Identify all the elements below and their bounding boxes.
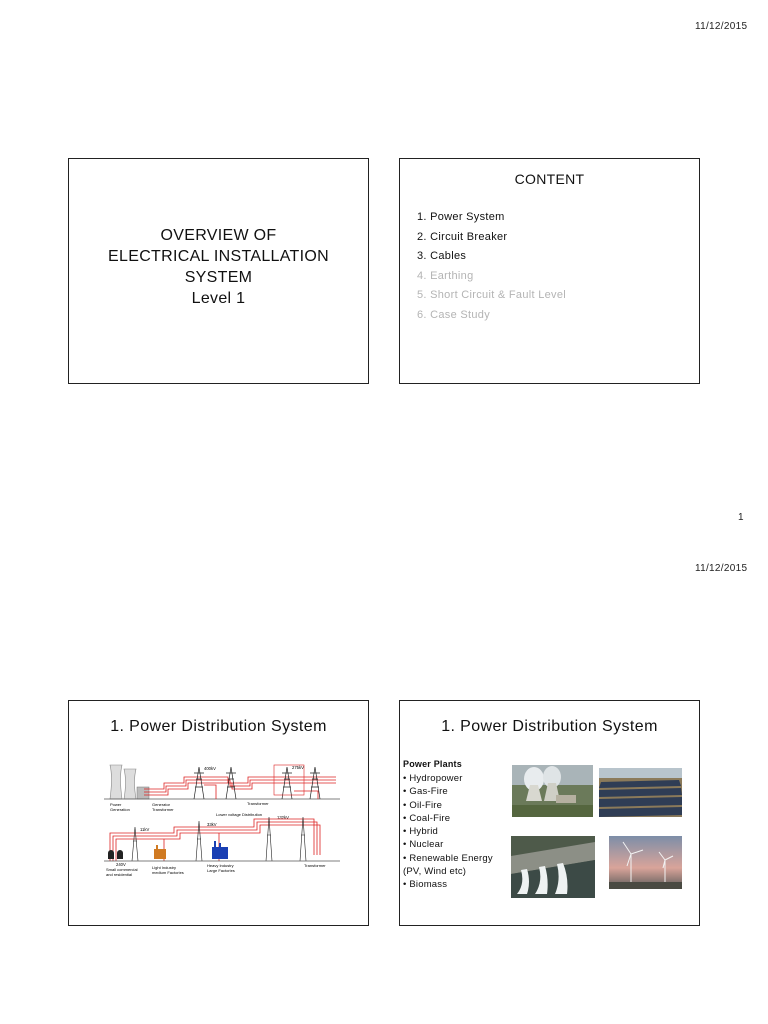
solar-panels-photo — [599, 768, 682, 817]
list-item: (PV, Wind etc) — [403, 866, 467, 878]
title-slide — [68, 158, 369, 384]
content-item: 3. Cables — [417, 250, 467, 262]
diagram-label: Transformer — [152, 807, 174, 812]
list-item: • Oil-Fire — [403, 799, 443, 811]
diagram-label: 33kV — [207, 822, 217, 827]
diagram-label: Light Industry — [152, 865, 177, 870]
heavy-factory-icon — [212, 847, 228, 859]
diagram-label: Transformer — [304, 863, 326, 868]
diagram-label: Heavy Industry — [207, 863, 234, 868]
content-list — [417, 208, 566, 325]
power-plants-list — [403, 772, 493, 892]
diagram-label: 240V — [116, 862, 126, 867]
diagram-label: Transformer — [247, 801, 269, 806]
distribution-slide — [68, 700, 369, 926]
diagram-label: Large Factories — [207, 868, 235, 873]
content-item: 6. Case Study — [417, 308, 490, 321]
diagram-label: medium Factories — [152, 870, 184, 875]
list-item: • Biomass — [403, 879, 448, 891]
content-item: 1. Power System — [417, 211, 505, 223]
diagram-label: 275kV — [292, 765, 304, 770]
content-item: 4. Earthing — [417, 269, 474, 282]
diagram-label: Power — [110, 802, 122, 807]
diagram-label: Generator — [152, 802, 171, 807]
diagram-label: Small commercial — [106, 867, 138, 872]
power-plants-heading: Power Plants — [403, 759, 462, 769]
title-line: SYSTEM — [184, 269, 253, 286]
page-number: 1 — [738, 512, 744, 523]
page-date: 11/12/2015 — [695, 563, 748, 574]
list-item: • Gas-Fire — [403, 786, 448, 798]
list-item: • Hydropower — [403, 773, 463, 784]
cooling-tower-icon — [110, 765, 122, 799]
content-item: 5. Short Circuit & Fault Level — [417, 289, 567, 301]
diagram-label: Lower voltage Distribution — [216, 812, 263, 817]
light-factory-icon — [154, 849, 166, 859]
slide-heading: 1. Power Distribution System — [441, 718, 658, 735]
title-line: Level 1 — [191, 290, 246, 307]
slide-heading: 1. Power Distribution System — [110, 718, 327, 735]
power-plants-slide — [399, 700, 700, 926]
slide-title-text — [69, 225, 368, 309]
page-date: 11/12/2015 — [695, 21, 748, 32]
diagram-label: Generation — [110, 807, 130, 812]
title-line: ELECTRICAL INSTALLATION — [108, 248, 329, 265]
power-distribution-diagram — [104, 761, 340, 887]
list-item: • Renewable Energy — [403, 852, 493, 864]
cooling-tower-icon — [124, 769, 136, 799]
hv-lines — [144, 777, 336, 799]
list-item: • Coal-Fire — [403, 812, 451, 824]
diagram-label: 400kV — [204, 766, 216, 771]
wind-turbines-photo — [609, 836, 682, 889]
diagram-label: 132kV — [277, 815, 289, 820]
diagram-label: and residential — [106, 872, 133, 877]
hydropower-dam-photo — [511, 836, 595, 898]
diagram-label: 11kV — [140, 827, 150, 832]
title-line: OVERVIEW OF — [160, 227, 277, 244]
house-icon — [108, 850, 123, 859]
content-heading: CONTENT — [514, 171, 585, 187]
power-station-photo — [512, 765, 593, 817]
list-item: • Hybrid — [403, 826, 439, 838]
list-item: • Nuclear — [403, 839, 444, 851]
content-item: 2. Circuit Breaker — [417, 230, 508, 243]
content-slide — [399, 158, 700, 384]
